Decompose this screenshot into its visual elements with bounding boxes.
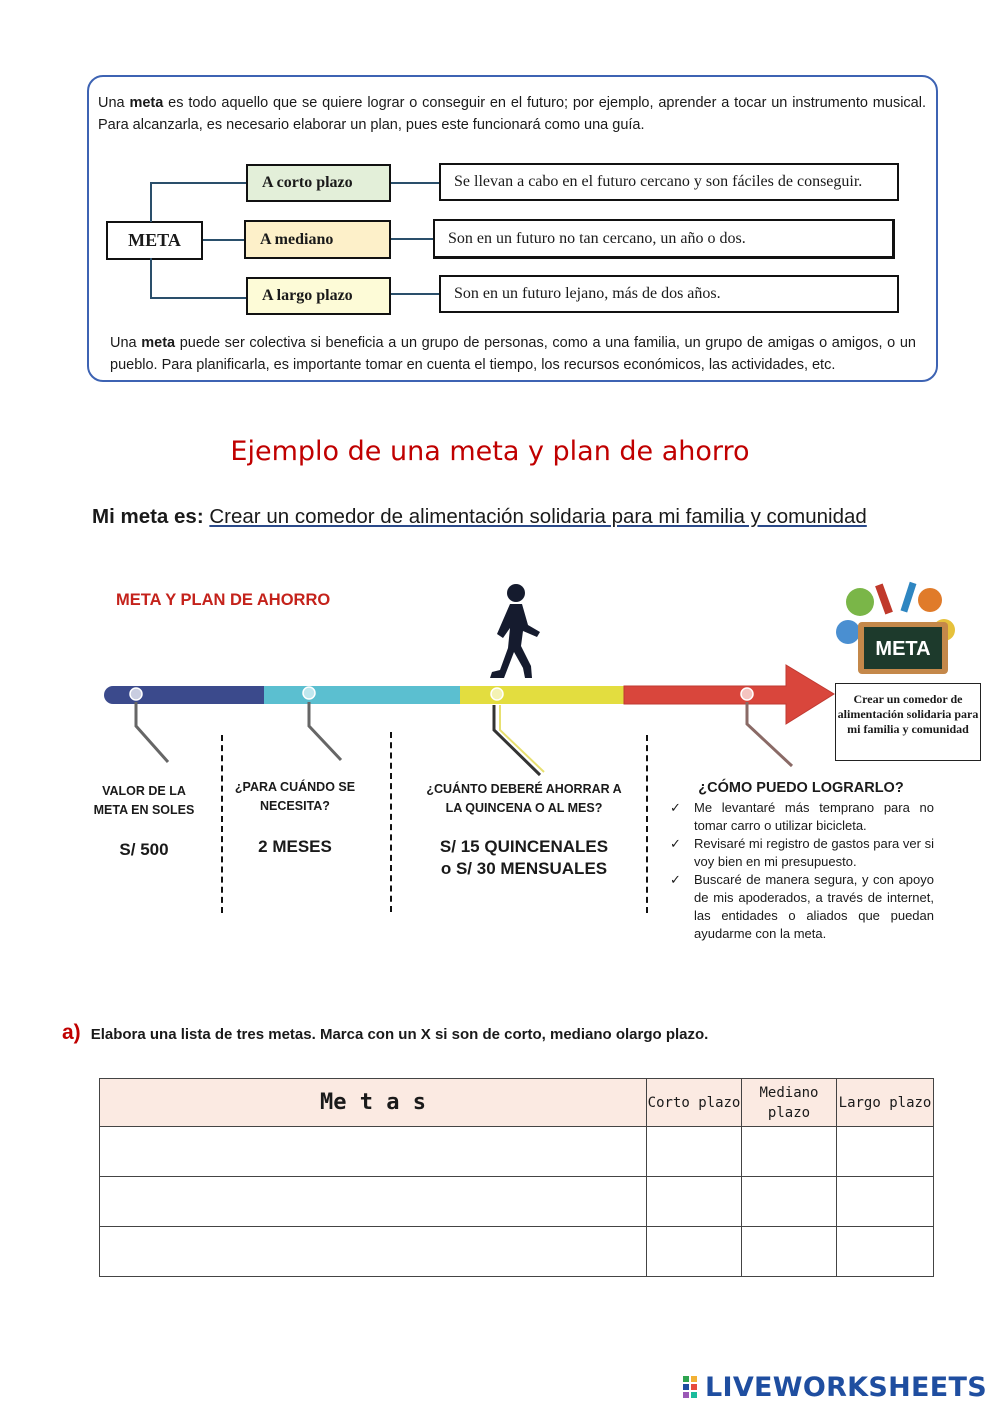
- term-long-term: A largo plazo: [246, 277, 391, 315]
- timeline-segment-2: [264, 686, 470, 704]
- liveworksheets-icon: [683, 1376, 705, 1400]
- check-icon: ✓: [670, 872, 681, 887]
- deadline-value: 2 MESES: [258, 837, 332, 856]
- short-term-mark-cell[interactable]: [647, 1177, 742, 1227]
- timeline-arrowhead: [624, 665, 834, 724]
- table-row: [100, 1177, 934, 1227]
- list-item: ✓ Me levantaré más temprano para no tomar carro o utilizar bicicleta.: [670, 800, 934, 833]
- savings-value-biweekly: S/ 15 QUINCENALES: [439, 837, 609, 856]
- desc-medium-term: Son en un futuro no tan cercano, un año o dos.: [433, 219, 895, 259]
- plan-title: META Y PLAN DE AHORRO: [116, 591, 331, 609]
- goal-input-cell[interactable]: [100, 1177, 647, 1227]
- list-item: ✓ Revisaré mi registro de gastos para ver si voy bien en mi presupuesto.: [670, 836, 934, 869]
- goal-input-cell[interactable]: [100, 1227, 647, 1277]
- desc-long-term: Son en un futuro lejano, más de dos años.: [439, 275, 899, 313]
- example-title: Ejemplo de una meta y plan de ahorro: [230, 436, 750, 467]
- long-term-mark-cell[interactable]: [837, 1127, 934, 1177]
- meta-badge-label: META: [875, 638, 931, 660]
- value-label: VALOR DE LA META EN SOLES: [93, 784, 195, 817]
- header-mediano: Mediano plazo: [742, 1079, 837, 1127]
- savings-value-monthly: o S/ 30 MENSUALES: [440, 859, 608, 878]
- table-row: [100, 1127, 934, 1177]
- table-header-row: [100, 1079, 934, 1127]
- goals-table: [99, 1078, 934, 1277]
- how-list: [670, 799, 934, 943]
- my-goal-line: Mi meta es: Crear un comedor de alimentación solidaria para mi familia y comunidad: [92, 505, 867, 528]
- header-corto: Corto plazo: [647, 1079, 742, 1127]
- short-term-mark-cell[interactable]: [647, 1227, 742, 1277]
- header-metas: Me t a s: [100, 1079, 647, 1127]
- medium-term-mark-cell[interactable]: [742, 1177, 837, 1227]
- medium-term-mark-cell[interactable]: [742, 1127, 837, 1177]
- value-amount: S/ 500: [119, 840, 169, 859]
- how-label: ¿CÓMO PUEDO LOGRARLO?: [698, 780, 904, 796]
- table-row: [100, 1227, 934, 1277]
- short-term-mark-cell[interactable]: [647, 1127, 742, 1177]
- check-icon: ✓: [670, 836, 681, 851]
- activity-instruction: a) Elabora una lista de tres metas. Marca con un X si son de corto, mediano olargo plazo.: [62, 1021, 709, 1044]
- collective-meta-text: Una meta puede ser colectiva si beneficia a un grupo de personas, como a una familia, un grupo de amigas o amigos, o un pueblo. Para planificarla, es importante tomar en cuenta el tiempo, los recursos económicos, las actividades, etc.: [110, 335, 916, 373]
- check-icon: ✓: [670, 800, 681, 815]
- long-term-mark-cell[interactable]: [837, 1227, 934, 1277]
- desc-short-term: Se llevan a cabo en el futuro cercano y son fáciles de conseguir.: [439, 163, 899, 201]
- savings-label: ¿CUÁNTO DEBERÉ AHORRAR A LA QUINCENA O AL MES?: [426, 782, 622, 815]
- meta-definition: Una meta es todo aquello que se quiere lograr o conseguir en el futuro; por ejemplo, aprender a tocar un instrumento musical. Para alcanzarla, es necesario elaborar un plan, pues este funcionará como una guía.: [98, 95, 926, 133]
- timeline-segment-3: [460, 686, 632, 704]
- goal-input-cell[interactable]: [100, 1127, 647, 1177]
- walking-person-icon: [490, 584, 540, 678]
- term-medium-term: A mediano: [244, 220, 391, 259]
- liveworksheets-wordmark: LIVEWORKSHEETS: [704, 1372, 987, 1403]
- list-item: ✓ Buscaré de manera segura, y con apoyo de mis apoderados, a través de internet, las entidades o aliados que puedan ayudarme con la meta.: [670, 872, 934, 941]
- meta-root-box: META: [106, 221, 203, 260]
- header-largo: Largo plazo: [837, 1079, 934, 1127]
- deadline-label: ¿PARA CUÁNDO SE NECESITA?: [234, 780, 356, 813]
- liveworksheets-logo[interactable]: [683, 1372, 987, 1403]
- term-short-term: A corto plazo: [246, 164, 391, 202]
- meta-goal-box: Crear un comedor de alimentación solidaria para mi familia y comunidad: [835, 683, 981, 761]
- medium-term-mark-cell[interactable]: [742, 1227, 837, 1277]
- long-term-mark-cell[interactable]: [837, 1177, 934, 1227]
